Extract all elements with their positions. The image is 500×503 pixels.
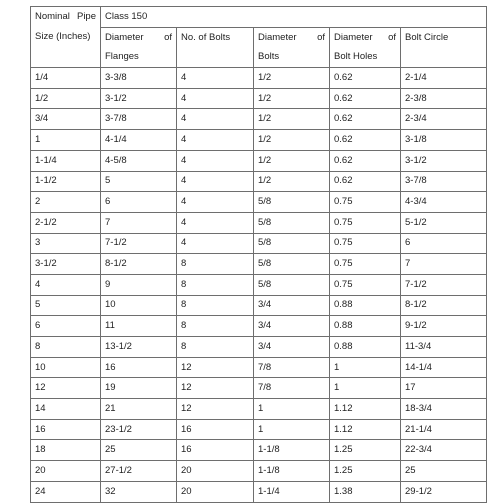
- cell-bolt-diameter: 1/2: [254, 130, 330, 151]
- cell-pipe-size: 10: [31, 357, 101, 378]
- cell-bolt-count: 4: [177, 192, 254, 213]
- table-row: [31, 212, 487, 233]
- cell-flange-diameter: 13-1/2: [101, 337, 177, 358]
- cell-bolt-circle: 5-1/2: [401, 212, 487, 233]
- cell-bolt-diameter: 3/4: [254, 316, 330, 337]
- cell-bolt-count: 8: [177, 254, 254, 275]
- cell-bolt-circle: 11-3/4: [401, 337, 487, 358]
- cell-bolt-circle: 3-1/2: [401, 150, 487, 171]
- diameter-flanges-header: [101, 27, 177, 47]
- cell-hole-diameter: 0.88: [330, 337, 401, 358]
- cell-bolt-circle: 2-1/4: [401, 68, 487, 89]
- cell-bolt-diameter: 3/4: [254, 337, 330, 358]
- cell-flange-diameter: 6: [101, 192, 177, 213]
- cell-bolt-diameter: 7/8: [254, 378, 330, 399]
- cell-bolt-circle: 4-3/4: [401, 192, 487, 213]
- bolt-holes-header-line2: Bolt Holes: [330, 47, 401, 67]
- cell-pipe-size: 1/4: [31, 68, 101, 89]
- cell-bolt-count: 4: [177, 109, 254, 130]
- diameter-holes-header: [330, 27, 401, 47]
- cell-pipe-size: 2: [31, 192, 101, 213]
- cell-flange-diameter: 23-1/2: [101, 419, 177, 440]
- table-row: [31, 171, 487, 192]
- cell-bolt-circle: 9-1/2: [401, 316, 487, 337]
- cell-bolt-circle: 6: [401, 233, 487, 254]
- cell-bolt-diameter: 1-1/8: [254, 461, 330, 482]
- cell-hole-diameter: 0.62: [330, 68, 401, 89]
- cell-bolt-circle: 3-1/8: [401, 130, 487, 151]
- cell-bolt-diameter: 1-1/4: [254, 481, 330, 502]
- nominal-header-word2: Pipe: [76, 11, 96, 23]
- cell-bolt-diameter: 5/8: [254, 254, 330, 275]
- cell-bolt-count: 12: [177, 399, 254, 420]
- bolt-circle-header-spacer: [401, 47, 487, 67]
- cell-hole-diameter: 0.75: [330, 233, 401, 254]
- cell-bolt-diameter: 5/8: [254, 274, 330, 295]
- diameter-flanges-word1: Diameter: [105, 31, 144, 43]
- cell-bolt-circle: 7: [401, 254, 487, 275]
- table-row: [31, 440, 487, 461]
- flanges-header-line2: Flanges: [101, 47, 177, 67]
- class-header: Class 150: [101, 7, 487, 28]
- cell-flange-diameter: 4-1/4: [101, 130, 177, 151]
- cell-flange-diameter: 4-5/8: [101, 150, 177, 171]
- cell-flange-diameter: 27-1/2: [101, 461, 177, 482]
- table-row: [31, 88, 487, 109]
- cell-bolt-count: 20: [177, 481, 254, 502]
- table-row: [31, 295, 487, 316]
- table-row: [31, 254, 487, 275]
- cell-pipe-size: 5: [31, 295, 101, 316]
- cell-flange-diameter: 3-3/8: [101, 68, 177, 89]
- table-row: [31, 109, 487, 130]
- size-header-spacer: [31, 47, 101, 67]
- cell-pipe-size: 1-1/2: [31, 171, 101, 192]
- nominal-header-word1: Nominal: [35, 11, 70, 23]
- cell-bolt-circle: 21-1/4: [401, 419, 487, 440]
- cell-pipe-size: 3: [31, 233, 101, 254]
- cell-hole-diameter: 0.75: [330, 192, 401, 213]
- diameter-flanges-word2: of: [164, 31, 172, 43]
- cell-pipe-size: 4: [31, 274, 101, 295]
- cell-hole-diameter: 0.62: [330, 171, 401, 192]
- cell-hole-diameter: 0.62: [330, 109, 401, 130]
- cell-bolt-count: 4: [177, 88, 254, 109]
- cell-pipe-size: 2-1/2: [31, 212, 101, 233]
- cell-flange-diameter: 7: [101, 212, 177, 233]
- cell-bolt-count: 12: [177, 357, 254, 378]
- cell-bolt-diameter: 1/2: [254, 109, 330, 130]
- num-bolts-header: No. of Bolts: [177, 27, 254, 47]
- cell-bolt-circle: 18-3/4: [401, 399, 487, 420]
- header-row-3: [31, 47, 487, 67]
- cell-bolt-circle: 14-1/4: [401, 357, 487, 378]
- cell-bolt-circle: 2-3/8: [401, 88, 487, 109]
- table-row: [31, 481, 487, 502]
- cell-hole-diameter: 0.75: [330, 254, 401, 275]
- cell-bolt-diameter: 1-1/8: [254, 440, 330, 461]
- nominal-pipe-header: [31, 7, 101, 28]
- diameter-bolts-word1: Diameter: [258, 31, 297, 43]
- cell-bolt-diameter: 5/8: [254, 233, 330, 254]
- cell-bolt-circle: 25: [401, 461, 487, 482]
- bolts-header-spacer: [177, 47, 254, 67]
- cell-hole-diameter: 1: [330, 378, 401, 399]
- cell-hole-diameter: 1.12: [330, 419, 401, 440]
- table-row: [31, 130, 487, 151]
- cell-flange-diameter: 3-7/8: [101, 109, 177, 130]
- cell-bolt-circle: 17: [401, 378, 487, 399]
- cell-bolt-count: 16: [177, 419, 254, 440]
- cell-bolt-count: 4: [177, 233, 254, 254]
- diameter-holes-word1: Diameter: [334, 31, 373, 43]
- table-row: [31, 461, 487, 482]
- cell-flange-diameter: 21: [101, 399, 177, 420]
- table-body: [31, 7, 487, 503]
- cell-flange-diameter: 32: [101, 481, 177, 502]
- cell-pipe-size: 8: [31, 337, 101, 358]
- table-row: [31, 316, 487, 337]
- table-row: [31, 378, 487, 399]
- cell-bolt-diameter: 1/2: [254, 88, 330, 109]
- table-row: [31, 399, 487, 420]
- cell-pipe-size: 12: [31, 378, 101, 399]
- cell-bolt-count: 4: [177, 150, 254, 171]
- diameter-bolts-word2: of: [317, 31, 325, 43]
- diameter-holes-word2: of: [388, 31, 396, 43]
- cell-bolt-count: 4: [177, 171, 254, 192]
- cell-flange-diameter: 19: [101, 378, 177, 399]
- cell-hole-diameter: 0.75: [330, 274, 401, 295]
- cell-hole-diameter: 1: [330, 357, 401, 378]
- cell-bolt-count: 4: [177, 130, 254, 151]
- cell-hole-diameter: 0.88: [330, 316, 401, 337]
- table-row: [31, 150, 487, 171]
- bolt-circle-header: Bolt Circle: [401, 27, 487, 47]
- cell-bolt-diameter: 5/8: [254, 212, 330, 233]
- cell-hole-diameter: 1.12: [330, 399, 401, 420]
- cell-pipe-size: 3-1/2: [31, 254, 101, 275]
- diameter-bolts-header: [254, 27, 330, 47]
- table-row: [31, 357, 487, 378]
- cell-bolt-diameter: 1: [254, 399, 330, 420]
- cell-bolt-diameter: 1: [254, 419, 330, 440]
- cell-hole-diameter: 0.62: [330, 130, 401, 151]
- cell-flange-diameter: 7-1/2: [101, 233, 177, 254]
- cell-bolt-count: 8: [177, 337, 254, 358]
- cell-flange-diameter: 9: [101, 274, 177, 295]
- cell-bolt-circle: 3-7/8: [401, 171, 487, 192]
- cell-hole-diameter: 0.88: [330, 295, 401, 316]
- cell-pipe-size: 6: [31, 316, 101, 337]
- cell-bolt-circle: 2-3/4: [401, 109, 487, 130]
- cell-bolt-circle: 8-1/2: [401, 295, 487, 316]
- cell-bolt-count: 16: [177, 440, 254, 461]
- cell-hole-diameter: 0.62: [330, 150, 401, 171]
- bolts-diameter-header-line2: Bolts: [254, 47, 330, 67]
- cell-bolt-circle: 7-1/2: [401, 274, 487, 295]
- cell-hole-diameter: 0.75: [330, 212, 401, 233]
- cell-flange-diameter: 25: [101, 440, 177, 461]
- cell-pipe-size: 20: [31, 461, 101, 482]
- cell-bolt-count: 4: [177, 68, 254, 89]
- cell-bolt-count: 12: [177, 378, 254, 399]
- size-inches-header: Size (Inches): [31, 27, 101, 47]
- cell-bolt-circle: 22-3/4: [401, 440, 487, 461]
- cell-flange-diameter: 11: [101, 316, 177, 337]
- table-row: [31, 68, 487, 89]
- cell-bolt-diameter: 1/2: [254, 171, 330, 192]
- cell-flange-diameter: 16: [101, 357, 177, 378]
- cell-pipe-size: 3/4: [31, 109, 101, 130]
- table-row: [31, 337, 487, 358]
- table-row: [31, 233, 487, 254]
- cell-bolt-count: 20: [177, 461, 254, 482]
- cell-bolt-diameter: 3/4: [254, 295, 330, 316]
- cell-bolt-diameter: 5/8: [254, 192, 330, 213]
- cell-pipe-size: 24: [31, 481, 101, 502]
- cell-hole-diameter: 1.25: [330, 461, 401, 482]
- table-row: [31, 192, 487, 213]
- cell-bolt-count: 8: [177, 295, 254, 316]
- table-row: [31, 419, 487, 440]
- cell-pipe-size: 18: [31, 440, 101, 461]
- table-row: [31, 274, 487, 295]
- cell-hole-diameter: 1.25: [330, 440, 401, 461]
- cell-flange-diameter: 10: [101, 295, 177, 316]
- cell-pipe-size: 1-1/4: [31, 150, 101, 171]
- cell-pipe-size: 16: [31, 419, 101, 440]
- header-row-2: [31, 27, 487, 47]
- cell-bolt-count: 8: [177, 274, 254, 295]
- cell-pipe-size: 1/2: [31, 88, 101, 109]
- cell-hole-diameter: 1.38: [330, 481, 401, 502]
- pipe-flange-table: [30, 6, 487, 503]
- cell-hole-diameter: 0.62: [330, 88, 401, 109]
- cell-bolt-circle: 29-1/2: [401, 481, 487, 502]
- cell-flange-diameter: 8-1/2: [101, 254, 177, 275]
- cell-bolt-count: 4: [177, 212, 254, 233]
- cell-bolt-count: 8: [177, 316, 254, 337]
- cell-pipe-size: 1: [31, 130, 101, 151]
- cell-bolt-diameter: 7/8: [254, 357, 330, 378]
- cell-pipe-size: 14: [31, 399, 101, 420]
- cell-bolt-diameter: 1/2: [254, 150, 330, 171]
- header-row-1: [31, 7, 487, 28]
- cell-flange-diameter: 5: [101, 171, 177, 192]
- cell-flange-diameter: 3-1/2: [101, 88, 177, 109]
- cell-bolt-diameter: 1/2: [254, 68, 330, 89]
